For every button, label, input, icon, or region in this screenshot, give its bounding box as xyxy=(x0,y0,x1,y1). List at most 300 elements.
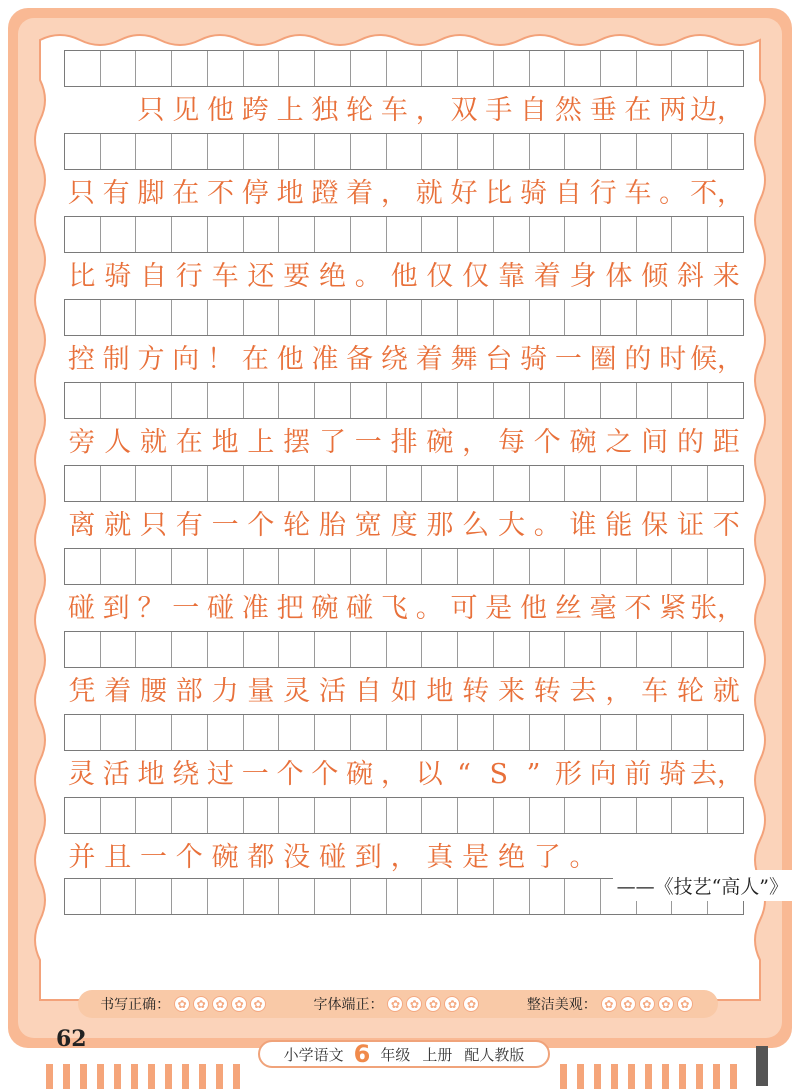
char-cell: 都 xyxy=(247,841,275,873)
char-cell: 。 xyxy=(415,592,443,624)
pinyin-cell xyxy=(671,715,707,750)
pinyin-cell xyxy=(243,715,279,750)
char-cell: 只 xyxy=(67,177,95,209)
char-cell: 绕 xyxy=(172,758,200,790)
char-cell: 准 xyxy=(311,343,339,375)
char-cell: 如 xyxy=(390,675,418,707)
pinyin-cell xyxy=(564,217,600,252)
char-cell: 大 xyxy=(497,509,525,541)
pinyin-cell xyxy=(350,134,386,169)
char-cell: 个 xyxy=(533,426,561,458)
char-cell: 斜 xyxy=(676,260,704,292)
pinyin-cell xyxy=(600,715,636,750)
pinyin-cell xyxy=(350,549,386,584)
pinyin-cell xyxy=(421,217,457,252)
pinyin-cell xyxy=(386,466,422,501)
pinyin-cell xyxy=(671,466,707,501)
char-cell: 着 xyxy=(346,177,374,209)
pinyin-cell xyxy=(493,466,529,501)
pinyin-cell xyxy=(457,798,493,833)
writing-grid xyxy=(64,50,744,929)
pinyin-cell xyxy=(135,300,171,335)
star-rating[interactable] xyxy=(387,996,482,1012)
char-cell: 行 xyxy=(175,260,203,292)
pinyin-cell xyxy=(100,798,136,833)
pinyin-cell xyxy=(171,134,207,169)
char-cell: 着 xyxy=(104,675,132,707)
char-cell: 个 xyxy=(311,758,339,790)
char-cell: 碗 xyxy=(211,841,239,873)
star-icon[interactable]: ✿ xyxy=(677,996,693,1012)
grade-label: 年级 xyxy=(380,1045,411,1064)
star-icon[interactable]: ✿ xyxy=(250,996,266,1012)
char-cell: 一 xyxy=(139,841,167,873)
char-cell: 一 xyxy=(211,509,239,541)
char-cell: 转 xyxy=(533,675,561,707)
char-cell: 个 xyxy=(175,841,203,873)
pinyin-cell xyxy=(243,383,279,418)
pinyin-cell xyxy=(457,134,493,169)
char-cell: 去， xyxy=(690,758,745,790)
pinyin-cell xyxy=(243,300,279,335)
char-cell: 不， xyxy=(690,177,745,209)
star-icon[interactable]: ✿ xyxy=(601,996,617,1012)
pinyin-cell xyxy=(493,879,529,914)
pinyin-cell xyxy=(421,879,457,914)
text-line xyxy=(64,502,744,548)
char-cell: 个 xyxy=(276,758,304,790)
pinyin-cell xyxy=(207,134,243,169)
char-cell: 就 xyxy=(712,675,740,707)
pinyin-cell xyxy=(386,51,422,86)
pinyin-cell xyxy=(386,300,422,335)
char-cell: 垂 xyxy=(589,94,617,126)
char-cell: 可 xyxy=(450,592,478,624)
pinyin-cell xyxy=(421,300,457,335)
pinyin-cell xyxy=(314,549,350,584)
char-cell: 向 xyxy=(172,343,200,375)
pinyin-cell xyxy=(243,466,279,501)
pinyin-cell xyxy=(243,217,279,252)
pinyin-cell xyxy=(350,715,386,750)
char-cell: 有 xyxy=(175,509,203,541)
char-cell: 么 xyxy=(462,509,490,541)
pinyin-cell xyxy=(564,715,600,750)
char-cell: 距 xyxy=(712,426,740,458)
char-cell: 碰 xyxy=(67,592,95,624)
pinyin-cell xyxy=(600,632,636,667)
pinyin-cell xyxy=(457,715,493,750)
char-cell: 骑 xyxy=(659,758,687,790)
char-cell: 碰 xyxy=(207,592,235,624)
pinyin-cell xyxy=(636,466,672,501)
book-info xyxy=(258,1040,550,1068)
char-cell: 了 xyxy=(533,841,561,873)
text-line xyxy=(64,336,744,382)
pinyin-cell xyxy=(671,51,707,86)
char-cell: 见 xyxy=(172,94,200,126)
pinyin-cell xyxy=(636,632,672,667)
char-cell: 上 xyxy=(276,94,304,126)
pinyin-cell xyxy=(421,798,457,833)
char-cell: 活 xyxy=(318,675,346,707)
pinyin-cell xyxy=(529,300,565,335)
pinyin-cell xyxy=(314,466,350,501)
char-cell: 圈 xyxy=(589,343,617,375)
char-cell: 每 xyxy=(497,426,525,458)
char-cell: 边， xyxy=(690,94,745,126)
char-cell: 车 xyxy=(641,675,669,707)
char-cell: 紧 xyxy=(659,592,687,624)
pinyin-cell xyxy=(100,300,136,335)
star-icon[interactable]: ✿ xyxy=(231,996,247,1012)
char-cell: 自 xyxy=(520,94,548,126)
pinyin-row xyxy=(64,50,744,87)
char-cell: 。 xyxy=(569,841,597,873)
char-cell: 停 xyxy=(241,177,269,209)
pinyin-cell xyxy=(207,549,243,584)
char-cell: 台 xyxy=(485,343,513,375)
pinyin-cell xyxy=(243,51,279,86)
char-cell: 。 xyxy=(354,260,382,292)
pinyin-cell xyxy=(65,879,100,914)
pinyin-cell xyxy=(278,51,314,86)
pinyin-cell xyxy=(707,715,743,750)
pinyin-cell xyxy=(350,383,386,418)
page-number: 62 xyxy=(56,1026,87,1052)
pinyin-cell xyxy=(707,134,743,169)
pinyin-cell xyxy=(65,715,100,750)
pinyin-cell xyxy=(457,466,493,501)
char-cell: 旁 xyxy=(68,426,96,458)
pinyin-cell xyxy=(529,715,565,750)
char-cell: 在 xyxy=(241,343,269,375)
pinyin-cell xyxy=(65,383,100,418)
pinyin-cell xyxy=(135,134,171,169)
rating-bar xyxy=(78,990,718,1018)
char-cell: 就 xyxy=(415,177,443,209)
pinyin-cell xyxy=(707,217,743,252)
star-icon[interactable]: ✿ xyxy=(639,996,655,1012)
pinyin-cell xyxy=(421,715,457,750)
char-cell: 骑 xyxy=(104,260,132,292)
pinyin-cell xyxy=(707,466,743,501)
pinyin-cell xyxy=(243,632,279,667)
pinyin-cell xyxy=(457,51,493,86)
char-cell: 形 xyxy=(554,758,582,790)
char-cell: 力 xyxy=(211,675,239,707)
pinyin-cell xyxy=(100,715,136,750)
pinyin-cell xyxy=(135,51,171,86)
pinyin-cell xyxy=(278,798,314,833)
char-cell: 身 xyxy=(569,260,597,292)
pinyin-cell xyxy=(529,383,565,418)
pinyin-cell xyxy=(171,466,207,501)
pinyin-cell xyxy=(314,879,350,914)
pinyin-cell xyxy=(493,715,529,750)
char-cell: 他 xyxy=(520,592,548,624)
char-cell xyxy=(99,87,134,133)
text-line xyxy=(64,751,744,797)
pinyin-cell xyxy=(529,549,565,584)
pinyin-cell xyxy=(65,632,100,667)
pinyin-row xyxy=(64,797,744,834)
pinyin-cell xyxy=(421,632,457,667)
char-cell: 骑 xyxy=(520,343,548,375)
pinyin-cell xyxy=(421,383,457,418)
char-cell: 一 xyxy=(554,343,582,375)
pinyin-cell xyxy=(707,300,743,335)
char-cell: 部 xyxy=(175,675,203,707)
pinyin-cell xyxy=(314,798,350,833)
pinyin-row xyxy=(64,631,744,668)
pinyin-cell xyxy=(671,632,707,667)
pinyin-cell xyxy=(135,549,171,584)
pinyin-cell xyxy=(171,632,207,667)
star-rating[interactable] xyxy=(174,996,269,1012)
char-cell: 碗 xyxy=(311,592,339,624)
char-cell: 只 xyxy=(139,509,167,541)
char-cell: 量 xyxy=(247,675,275,707)
char-cell: 一 xyxy=(172,592,200,624)
char-cell: 不 xyxy=(207,177,235,209)
char-cell: 方 xyxy=(137,343,165,375)
pinyin-cell xyxy=(529,632,565,667)
rating-writing xyxy=(100,994,269,1014)
char-cell: 比 xyxy=(485,177,513,209)
char-cell: 灵 xyxy=(67,758,95,790)
pinyin-cell xyxy=(171,715,207,750)
pinyin-cell xyxy=(636,300,672,335)
star-icon[interactable]: ✿ xyxy=(463,996,479,1012)
pinyin-cell xyxy=(600,466,636,501)
star-rating[interactable] xyxy=(601,996,696,1012)
star-icon[interactable]: ✿ xyxy=(425,996,441,1012)
char-cell: 来 xyxy=(712,260,740,292)
rating-label: 整洁美观： xyxy=(526,997,597,1013)
pinyin-cell xyxy=(671,217,707,252)
pinyin-cell xyxy=(65,549,100,584)
char-cell: 轮 xyxy=(346,94,374,126)
pinyin-cell xyxy=(564,300,600,335)
pinyin-cell xyxy=(100,134,136,169)
char-cell: 在 xyxy=(175,426,203,458)
pinyin-cell xyxy=(171,798,207,833)
pinyin-cell xyxy=(135,632,171,667)
char-cell: 且 xyxy=(104,841,132,873)
char-cell: S xyxy=(489,758,509,790)
char-cell: 保 xyxy=(641,509,669,541)
pinyin-cell xyxy=(493,632,529,667)
pinyin-cell xyxy=(636,383,672,418)
star-icon[interactable]: ✿ xyxy=(174,996,190,1012)
pinyin-cell xyxy=(529,51,565,86)
char-cell: 在 xyxy=(624,94,652,126)
pinyin-cell xyxy=(100,549,136,584)
char-cell: 丝 xyxy=(554,592,582,624)
char-cell: 着 xyxy=(533,260,561,292)
pinyin-cell xyxy=(564,383,600,418)
pinyin-cell xyxy=(65,134,100,169)
char-cell: 绕 xyxy=(380,343,408,375)
char-cell: 双 xyxy=(450,94,478,126)
pinyin-cell xyxy=(171,51,207,86)
char-cell: 好 xyxy=(450,177,478,209)
pinyin-cell xyxy=(207,798,243,833)
pinyin-cell xyxy=(529,798,565,833)
pinyin-cell xyxy=(171,549,207,584)
edition: 配人教版 xyxy=(464,1045,525,1064)
char-cell: 人 xyxy=(104,426,132,458)
pinyin-cell xyxy=(171,300,207,335)
star-icon[interactable]: ✿ xyxy=(387,996,403,1012)
pinyin-cell xyxy=(600,300,636,335)
pinyin-cell xyxy=(100,466,136,501)
star-icon[interactable]: ✿ xyxy=(620,996,636,1012)
pinyin-cell xyxy=(671,134,707,169)
pinyin-cell xyxy=(278,300,314,335)
char-cell: 比 xyxy=(68,260,96,292)
pinyin-row xyxy=(64,216,744,253)
char-cell: 去 xyxy=(569,675,597,707)
pinyin-cell xyxy=(671,798,707,833)
pinyin-cell xyxy=(529,134,565,169)
char-cell: 摆 xyxy=(283,426,311,458)
pinyin-cell xyxy=(421,51,457,86)
pinyin-cell xyxy=(135,879,171,914)
char-cell: ， xyxy=(380,177,408,209)
char-cell: 那 xyxy=(426,509,454,541)
pinyin-cell xyxy=(493,217,529,252)
char-cell: 绝 xyxy=(497,841,525,873)
pinyin-row xyxy=(64,548,744,585)
pinyin-cell xyxy=(386,217,422,252)
pinyin-cell xyxy=(278,632,314,667)
pinyin-cell xyxy=(386,632,422,667)
char-cell: 自 xyxy=(139,260,167,292)
star-icon[interactable]: ✿ xyxy=(658,996,674,1012)
char-cell: 转 xyxy=(462,675,490,707)
pinyin-cell xyxy=(65,300,100,335)
char-cell: 车 xyxy=(624,177,652,209)
char-cell: 到 xyxy=(354,841,382,873)
pinyin-row xyxy=(64,133,744,170)
char-cell: 他 xyxy=(390,260,418,292)
char-cell: ” xyxy=(526,758,541,790)
pinyin-cell xyxy=(278,549,314,584)
pinyin-cell xyxy=(100,879,136,914)
star-icon[interactable]: ✿ xyxy=(212,996,228,1012)
pinyin-cell xyxy=(171,217,207,252)
char-cell: “ xyxy=(457,758,471,790)
char-cell: 自 xyxy=(354,675,382,707)
pinyin-cell xyxy=(243,798,279,833)
pinyin-cell xyxy=(314,51,350,86)
char-cell: 不 xyxy=(624,592,652,624)
char-cell: 控 xyxy=(67,343,95,375)
char-cell: 靠 xyxy=(497,260,525,292)
char-cell: 跨 xyxy=(241,94,269,126)
char-cell: 是 xyxy=(485,592,513,624)
text-line xyxy=(64,253,744,299)
char-cell: 两 xyxy=(659,94,687,126)
pinyin-cell xyxy=(707,51,743,86)
char-cell: 离 xyxy=(68,509,96,541)
char-cell: 倾 xyxy=(641,260,669,292)
pinyin-cell xyxy=(100,632,136,667)
char-cell: 候， xyxy=(690,343,745,375)
pinyin-cell xyxy=(421,549,457,584)
pinyin-cell xyxy=(671,300,707,335)
char-cell: 灵 xyxy=(283,675,311,707)
char-cell: 的 xyxy=(676,426,704,458)
char-cell: 之 xyxy=(605,426,633,458)
char-cell: 凭 xyxy=(68,675,96,707)
pinyin-cell xyxy=(207,300,243,335)
text-line xyxy=(64,170,744,216)
char-cell: 时 xyxy=(659,343,687,375)
char-cell: 轮 xyxy=(283,509,311,541)
pinyin-cell xyxy=(314,134,350,169)
char-cell: 准 xyxy=(241,592,269,624)
pinyin-cell xyxy=(493,383,529,418)
text-line xyxy=(64,87,744,133)
pinyin-cell xyxy=(207,879,243,914)
pinyin-cell xyxy=(278,466,314,501)
char-cell: 脚 xyxy=(137,177,165,209)
pinyin-cell xyxy=(314,300,350,335)
term: 上册 xyxy=(422,1045,453,1064)
char-cell: ！ xyxy=(207,343,235,375)
char-cell: ， xyxy=(415,94,443,126)
char-cell: 地 xyxy=(137,758,165,790)
pinyin-row xyxy=(64,714,744,751)
char-cell: 过 xyxy=(207,758,235,790)
char-cell: 只 xyxy=(137,94,165,126)
pinyin-cell xyxy=(350,632,386,667)
pinyin-cell xyxy=(386,798,422,833)
char-cell: 碰 xyxy=(346,592,374,624)
char-cell: ， xyxy=(462,426,490,458)
char-cell: 个 xyxy=(247,509,275,541)
char-cell: 仅 xyxy=(426,260,454,292)
char-cell: 然 xyxy=(554,94,582,126)
star-icon[interactable]: ✿ xyxy=(406,996,422,1012)
pinyin-cell xyxy=(636,549,672,584)
char-cell: 毫 xyxy=(589,592,617,624)
pinyin-cell xyxy=(135,715,171,750)
pinyin-cell xyxy=(135,466,171,501)
char-cell: 碗 xyxy=(426,426,454,458)
pinyin-cell xyxy=(600,51,636,86)
pinyin-cell xyxy=(564,134,600,169)
rating-label: 书写正确： xyxy=(100,997,171,1013)
char-cell: 骑 xyxy=(520,177,548,209)
rating-font xyxy=(313,994,482,1014)
pinyin-cell xyxy=(350,798,386,833)
star-icon[interactable]: ✿ xyxy=(444,996,460,1012)
pinyin-cell xyxy=(350,879,386,914)
char-cell: ， xyxy=(380,758,408,790)
char-cell: 行 xyxy=(589,177,617,209)
char-cell: 。 xyxy=(533,509,561,541)
char-cell: 他 xyxy=(207,94,235,126)
pinyin-cell xyxy=(564,632,600,667)
star-icon[interactable]: ✿ xyxy=(193,996,209,1012)
pinyin-cell xyxy=(564,798,600,833)
char-cell: 以 xyxy=(415,758,443,790)
pinyin-cell xyxy=(636,715,672,750)
